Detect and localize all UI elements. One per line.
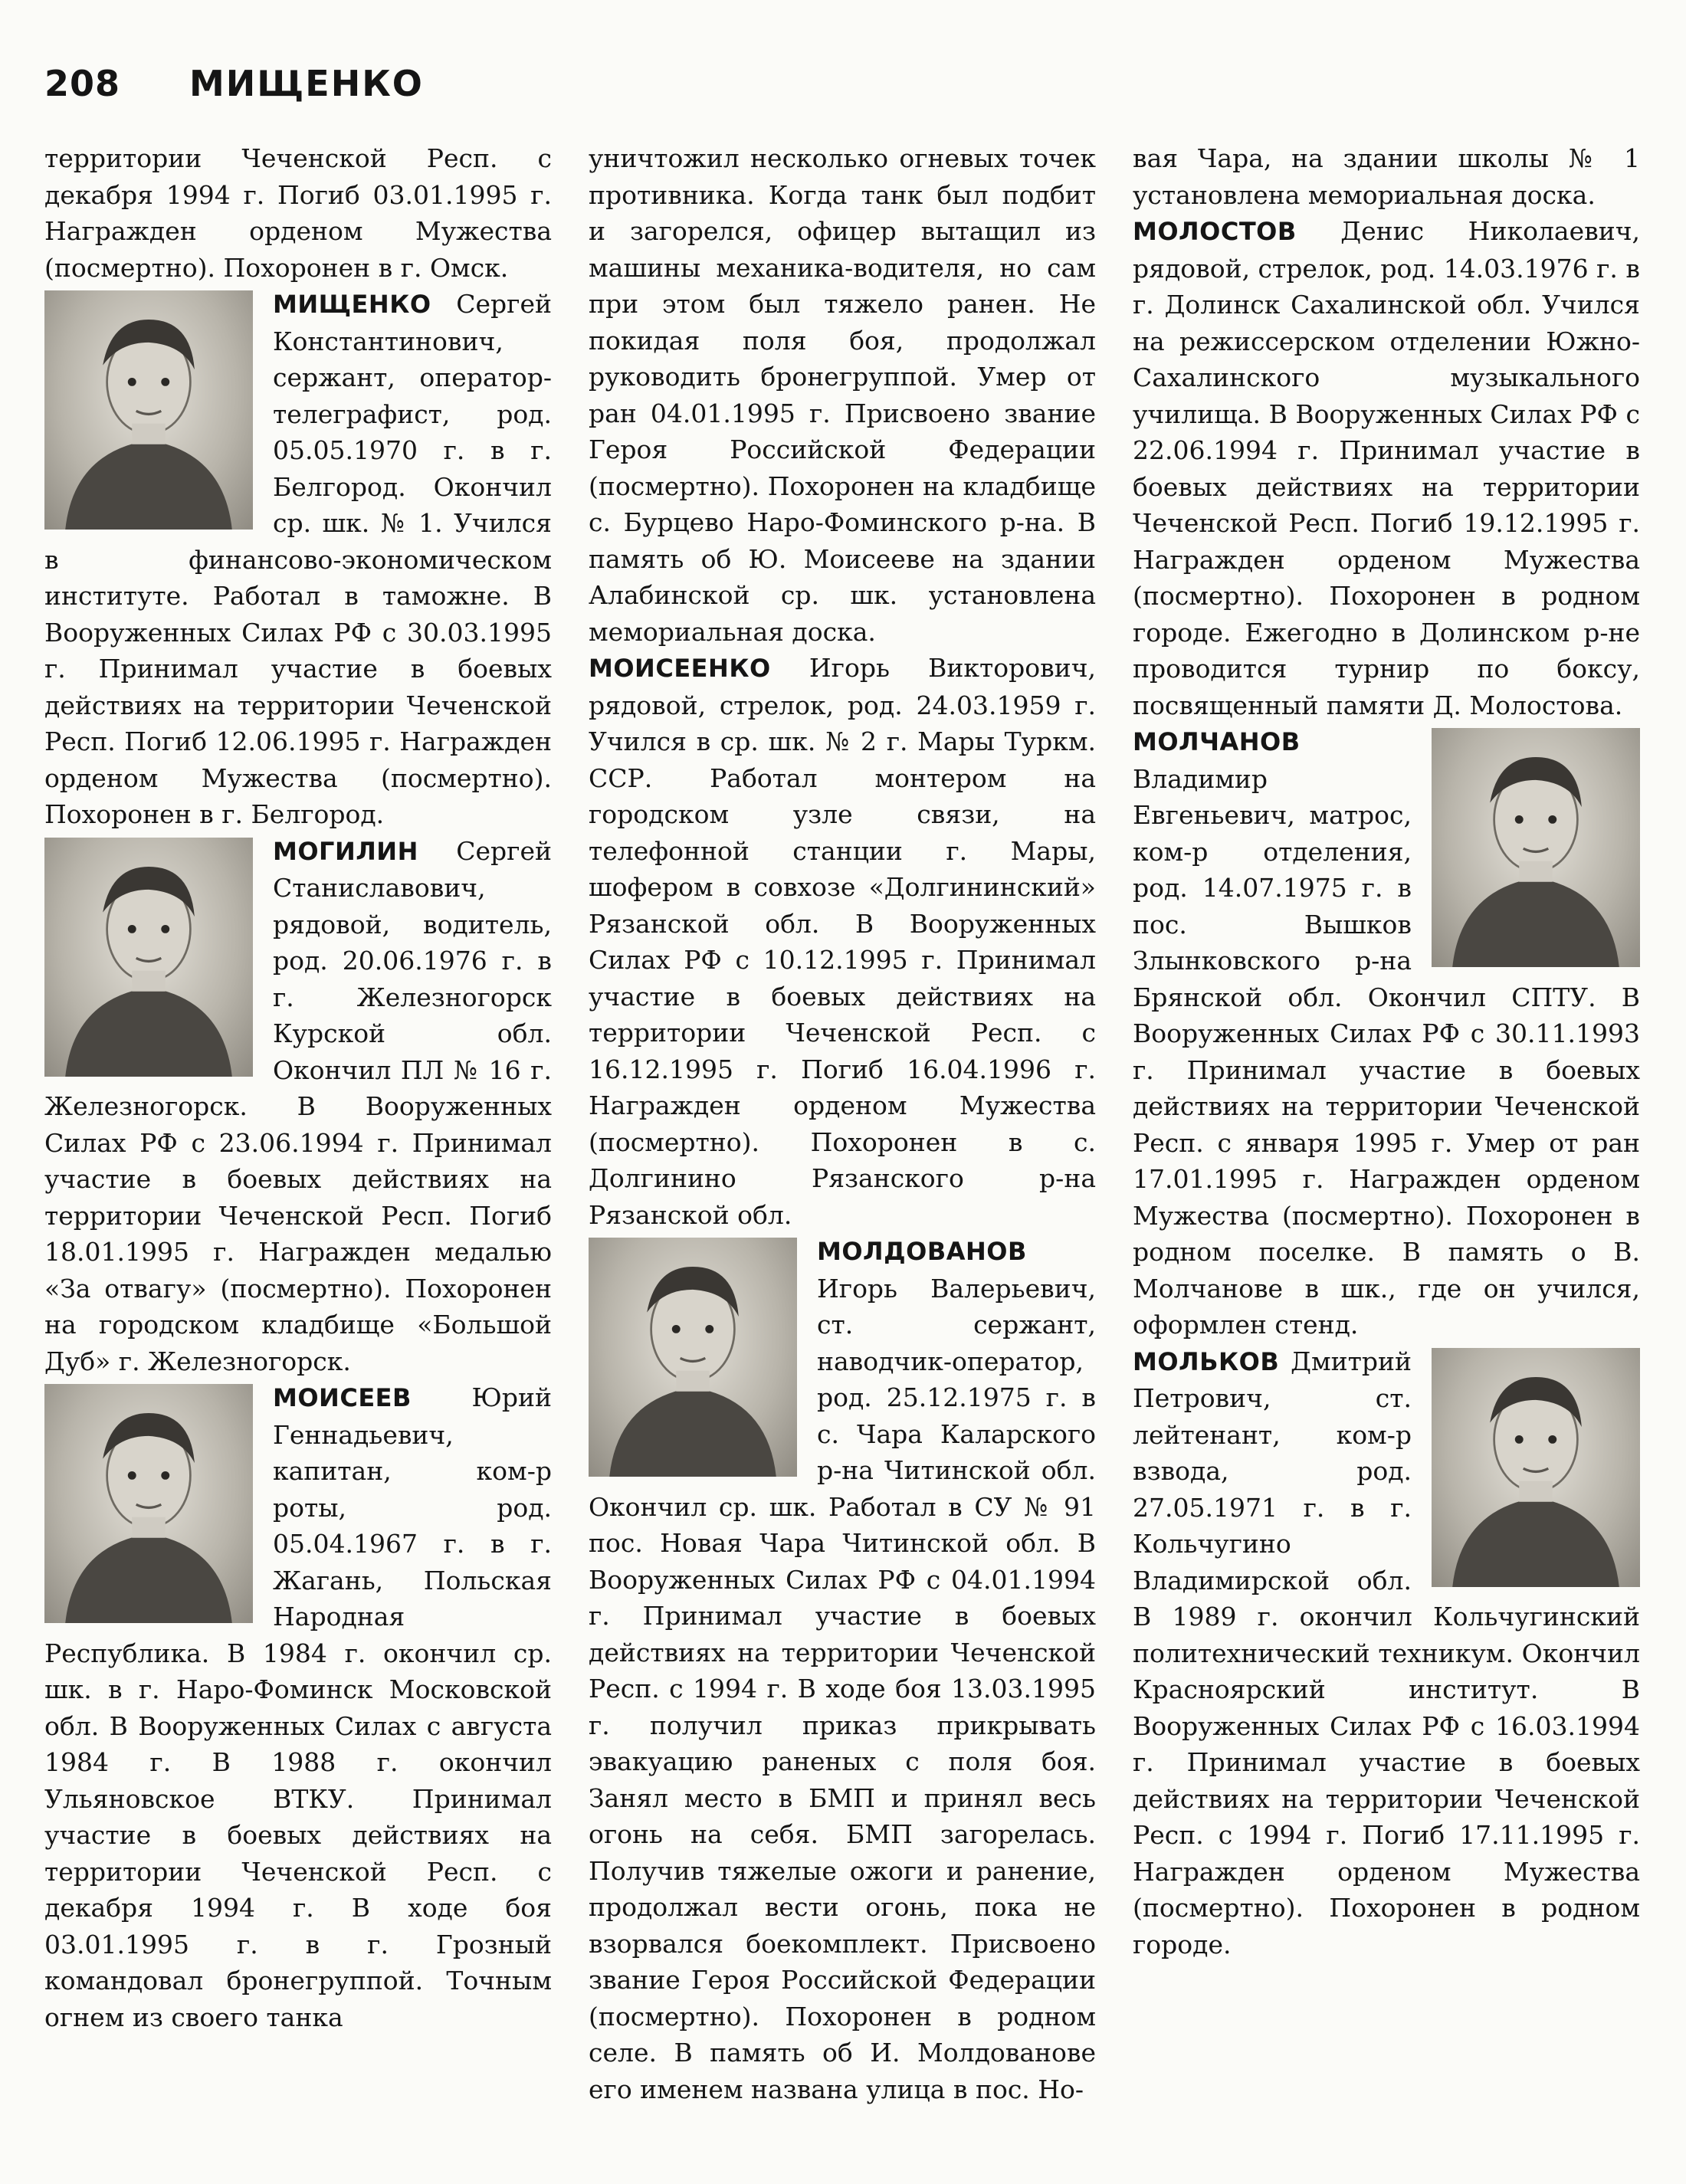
entry-surname: МИЩЕНКО	[273, 290, 431, 319]
portrait-molchanov-icon	[1432, 728, 1640, 967]
biography-entry	[1133, 140, 1640, 213]
entry-text: вая Чара, на здании школы № 1 установлена мемориальная доска.	[1133, 143, 1640, 210]
entry-surname: МОЛЬКОВ	[1133, 1346, 1280, 1376]
column-3	[1133, 140, 1640, 1963]
portrait-mogilin-icon	[44, 838, 253, 1077]
entry-text: Сергей Константинович, сержант, оператор-телеграфист, род. 05.05.1970 г. в г. Белгород. Окончил ср. шк. № 1. Учился в финансово-экономическом институте. Работал в таможне. В Вооруженных Силах РФ с 30.03.1995 г. Принимал участие в боевых действиях на территории Чеченской Респ. Погиб 12.06.1995 г. Награжден орденом Мужества (посмертно). Похоронен в г. Белгород.	[44, 289, 552, 829]
entry-text: уничтожил несколько огневых точек противника. Когда танк был подбит и загорелся, офицер вытащил из машины механика-водителя, но сам при этом был тяжело ранен. Не покидая поля боя, продолжал руководить бронегруппой. Умер от ран 04.01.1995 г. Присвоено звание Героя Российской Федерации (посмертно). Похоронен на кладбище с. Бурцево Наро-Фоминского р-на. В память об Ю. Моисееве на здании Алабинской ср. шк. установлена мемориальная доска.	[589, 143, 1096, 647]
entry-text: Денис Николаевич, рядовой, стрелок, род. 14.03.1976 г. в г. Долинск Сахалинской обл. Учился на режиссерском отделении Южно-Сахалинского музыкального училища. В Вооруженных Силах РФ с 22.06.1994 г. Принимал участие в боевых действиях на территории Чеченской Респ. Погиб 19.12.1995 г. Награжден орденом Мужества (посмертно). Похоронен в родном городе. Ежегодно в Долинском р-не проводится турнир по боксу, посвященный памяти Д. Молостова.	[1133, 216, 1640, 720]
biography-entry	[44, 286, 552, 833]
column-2	[589, 140, 1096, 2107]
entry-text: территории Чеченской Респ. с декабря 1994 г. Погиб 03.01.1995 г. Награжден орденом Мужества (посмертно). Похоронен в г. Омск.	[44, 143, 552, 283]
entry-surname: МОИСЕЕНКО	[589, 654, 771, 683]
biography-entry	[1133, 213, 1640, 723]
entry-text: Игорь Валерьевич, ст. сержант, наводчик-оператор, род. 25.12.1975 г. в с. Чара Каларского р-на Читинской обл. Окончил ср. шк. Работал в СУ № 91 пос. Новая Чара Читинской обл. В Вооруженных Силах РФ с 04.01.1994 г. Принимал участие в боевых действиях на территории Чеченской Респ. с 1994 г. В ходе боя 13.03.1995 г. получил приказ прикрывать эвакуацию раненых с поля боя. Занял место в БМП и принял весь огонь на себя. БМП загорелась. Получив тяжелые ожоги и ранение, продолжал вести огонь, пока не взорвался боекомплект. Присвоено звание Героя Российской Федерации (посмертно). Похоронен в родном селе. В память об И. Молдованове его именем названа улица в пос. Но-	[589, 1273, 1096, 2104]
biography-entry	[589, 650, 1096, 1233]
column-1	[44, 140, 552, 2035]
portrait-moldovanov-icon	[589, 1238, 797, 1477]
entry-surname: МОГИЛИН	[273, 836, 418, 866]
portrait-molkov-icon	[1432, 1348, 1640, 1587]
biography-entry	[1133, 723, 1640, 1343]
biography-entry	[44, 1379, 552, 2035]
page-header	[44, 63, 424, 116]
biography-entry	[1133, 1343, 1640, 1963]
running-head: МИЩЕНКО	[189, 63, 424, 104]
entry-text: Юрий Геннадьевич, капитан, ком-р роты, род. 05.04.1967 г. в г. Жагань, Польская Народная Республика. В 1984 г. окончил ср. шк. в г. Наро-Фоминск Московской обл. В Вооруженных Силах с августа 1984 г. В 1988 г. окончил Ульяновское ВТКУ. Принимал участие в боевых действиях на территории Чеченской Респ. с декабря 1994 г. В ходе боя 03.01.1995 г. в г. Грозный командовал бронегруппой. Точным огнем из своего танка	[44, 1382, 552, 2032]
entry-text: Дмитрий Петрович, ст. лейтенант, ком-р взвода, род. 27.05.1971 г. в г. Кольчугино Владимирской обл. В 1989 г. окончил Кольчугинский политехнический техникум. Окончил Красноярский институт. В Вооруженных Силах РФ с 16.03.1994 г. Принимал участие в боевых действиях на территории Чеченской Респ. с 1994 г. Погиб 17.11.1995 г. Награжден орденом Мужества (посмертно). Похоронен в родном городе.	[1133, 1346, 1640, 1959]
entry-surname: МОЛЧАНОВ	[1133, 727, 1301, 756]
entry-surname: МОЛДОВАНОВ	[817, 1237, 1027, 1266]
portrait-mishchenko-icon	[44, 290, 253, 530]
portrait-moiseev-icon	[44, 1384, 253, 1623]
biography-entry	[589, 1233, 1096, 2107]
entry-text: Сергей Станиславович, рядовой, водитель, род. 20.06.1976 г. в г. Железногорск Курской обл. Окончил ПЛ № 16 г. Железногорск. В Вооруженных Силах РФ с 23.06.1994 г. Принимал участие в боевых действиях на территории Чеченской Респ. Погиб 18.01.1995 г. Награжден медалью «За отвагу» (посмертно). Похоронен на городском кладбище «Большой Дуб» г. Железногорск.	[44, 835, 552, 1376]
entry-surname: МОЛОСТОВ	[1133, 217, 1297, 246]
biography-entry	[589, 140, 1096, 650]
biography-entry	[44, 140, 552, 286]
biography-entry	[44, 833, 552, 1380]
entry-text: Игорь Викторович, рядовой, стрелок, род. 24.03.1959 г. Учился в ср. шк. № 2 г. Мары Туркм. ССР. Работал монтером на городском узле связи, на телефонной станции г. Мары, шофером в совхозе «Долгининский» Рязанской обл. В Вооруженных Силах РФ с 10.12.1995 г. Принимал участие в боевых действиях на территории Чеченской Респ. с 16.12.1995 г. Погиб 16.04.1996 г. Награжден орденом Мужества (посмертно). Похоронен в с. Долгинино Рязанского р-на Рязанской обл.	[589, 653, 1096, 1230]
page-number: 208	[44, 63, 121, 104]
entry-text: Владимир Евгеньевич, матрос, ком-р отделения, род. 14.07.1975 г. в пос. Вышков Злынковского р-на Брянской обл. Окончил СПТУ. В Вооруженных Силах РФ с 30.11.1993 г. Принимал участие в боевых действиях на территории Чеченской Респ. с января 1995 г. Умер от ран 17.01.1995 г. Награжден орденом Мужества (посмертно). Похоронен в родном поселке. В память о В. Молчанове в шк., где он учился, оформлен стенд.	[1133, 763, 1640, 1340]
entry-surname: МОИСЕЕВ	[273, 1383, 412, 1412]
